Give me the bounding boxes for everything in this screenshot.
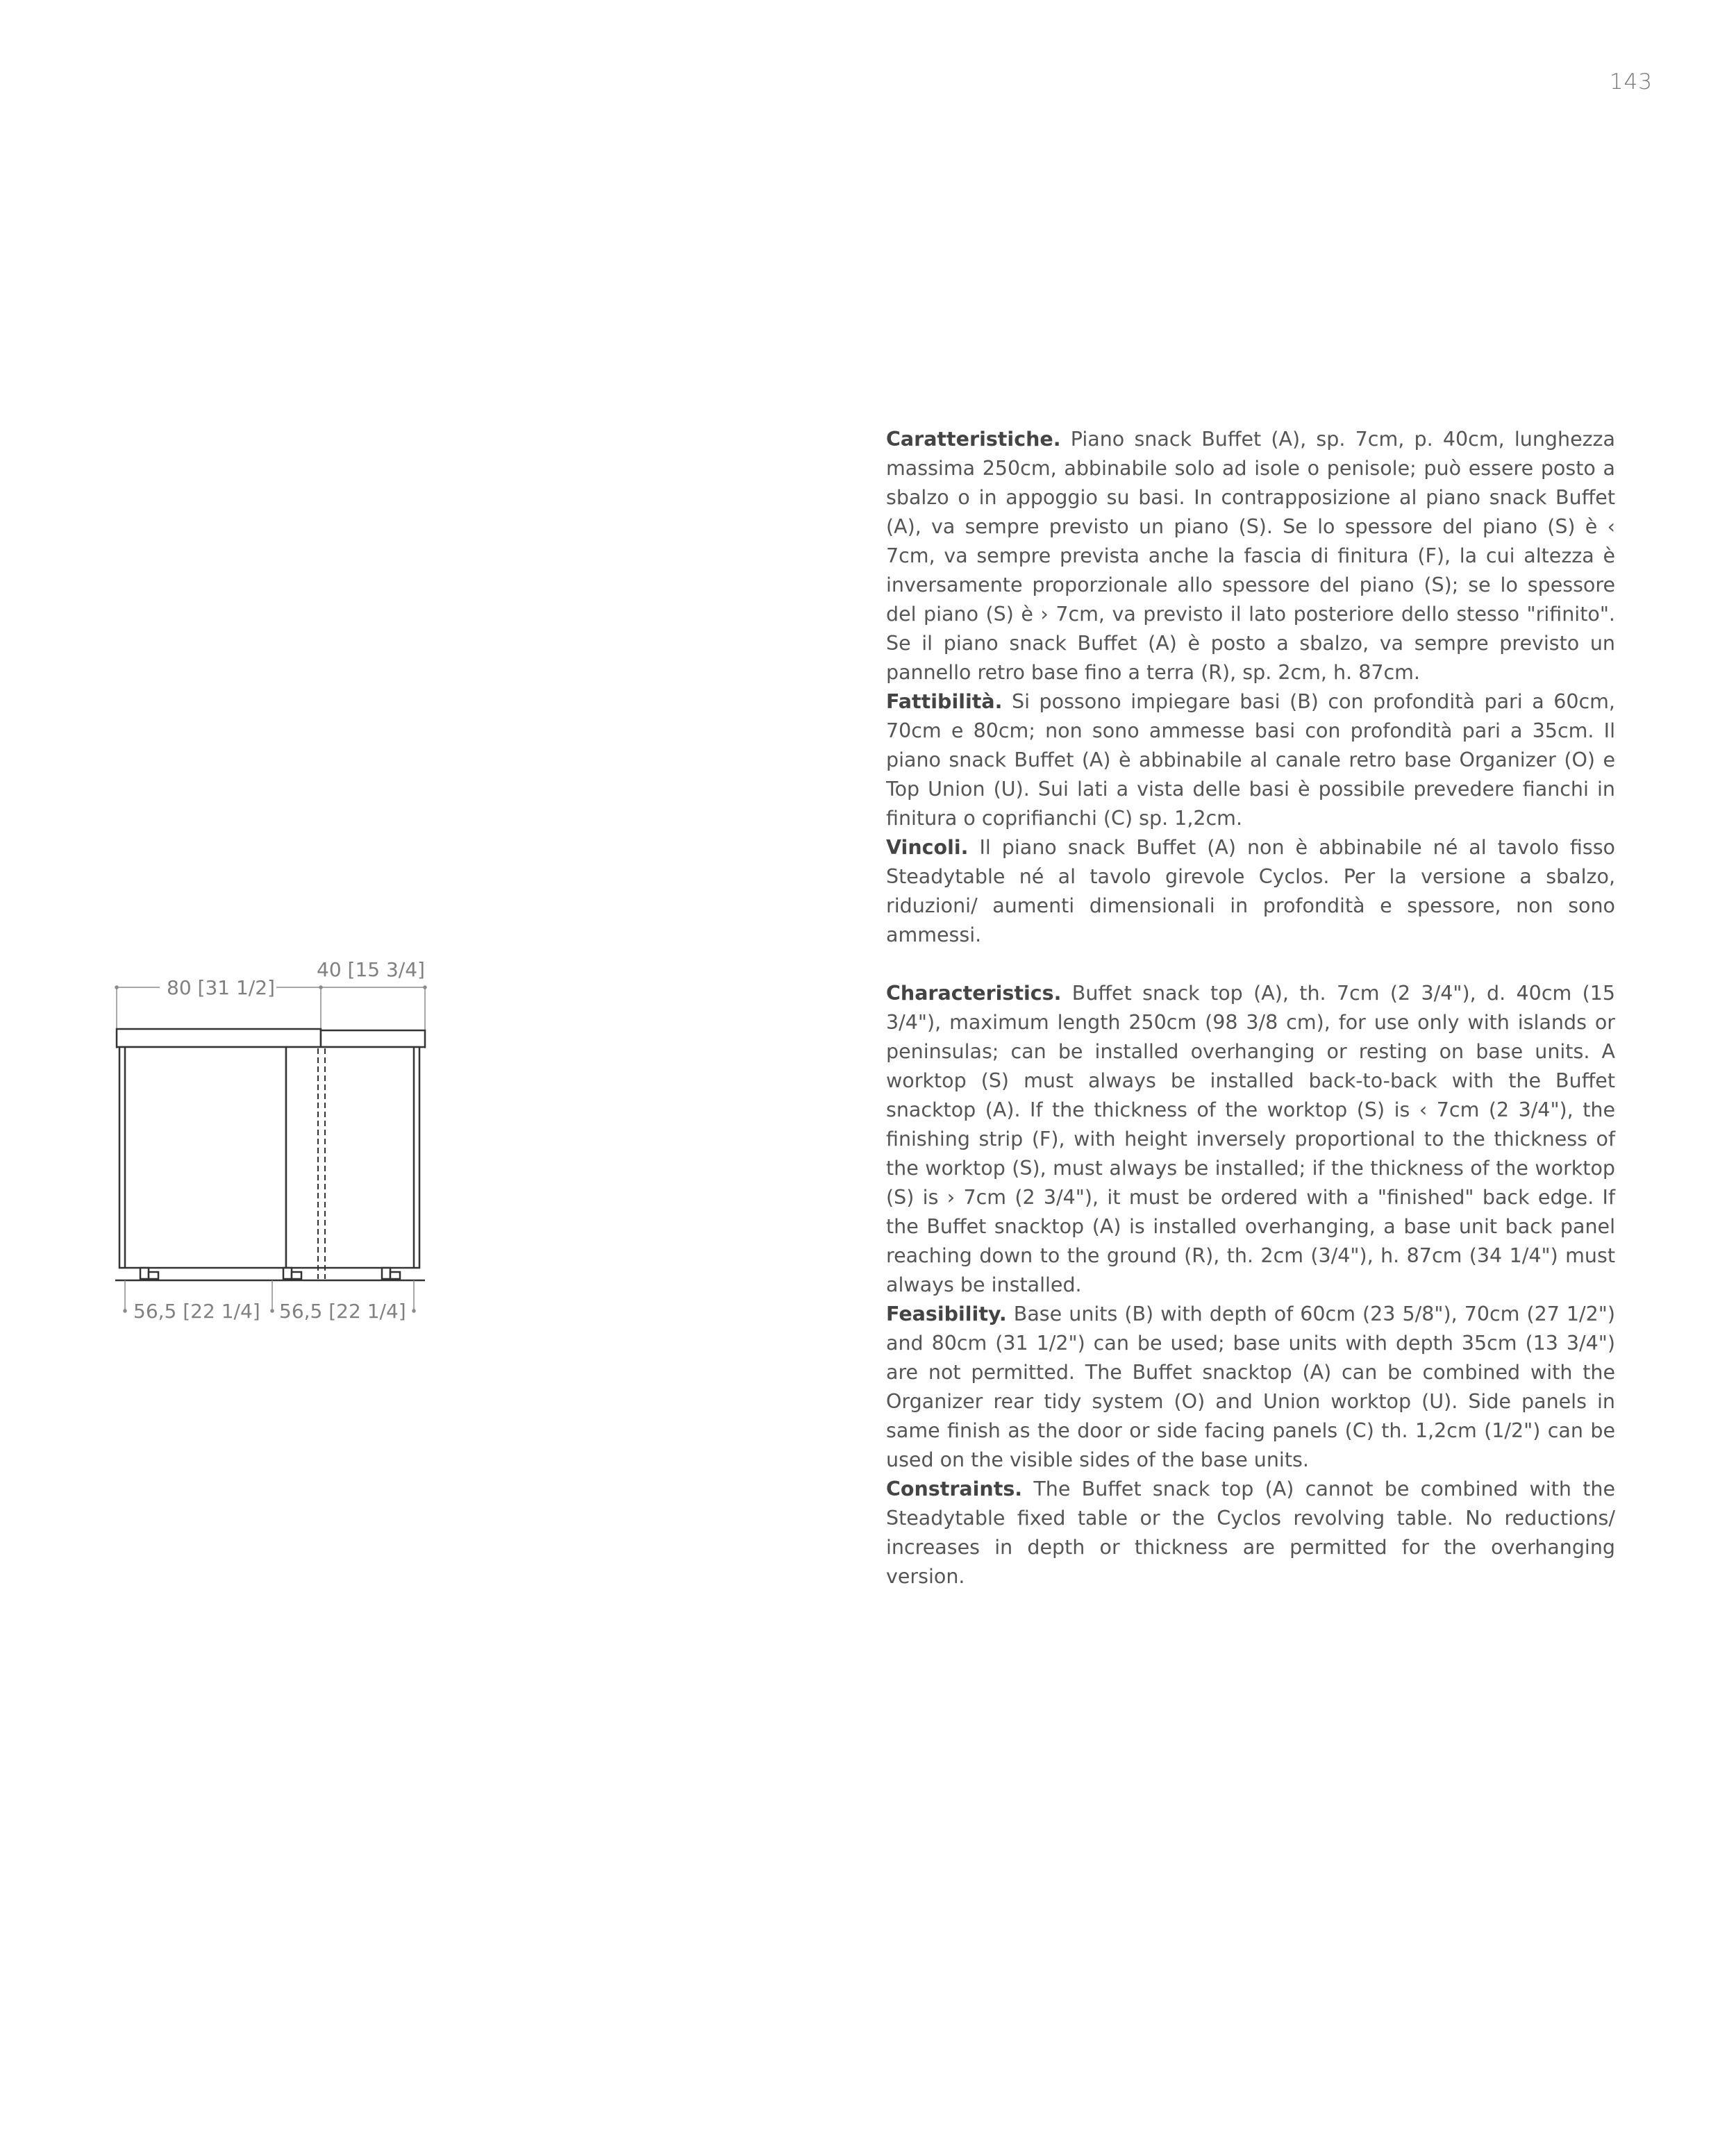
cabinet-outline [117,1029,425,1279]
text-column [886,425,1615,1591]
it-feasibility-text: Si possono impiegare basi (B) con profondità pari a 60cm, 70cm e 80cm; non sono ammesse basi con profondità pari a 35cm. Il piano snack Buffet (A) è abbinabile al canale retro base Organizer (O) e Top Union (U). Sui lati a vista delle basi è possibile prevedere fianchi in finitura o coprifianchi (C) sp. 1,2cm. [886,690,1615,830]
dim-width-label: 80 [31 1/2] [167,976,275,999]
technical-drawing [104,951,444,1326]
en-feasibility-text: Base units (B) with depth of 60cm (23 5/8"), 70cm (27 1/2") and 80cm (31 1/2") can be used; base units with depth 35cm (13 3/4") are not permitted. The Buffet snacktop (A) can be combined with the Organizer rear tidy system (O) and Union worktop (U). Side panels in same finish as the door or side facing panels (C) th. 1,2cm (1/2") can be used on the visible sides of the base units. [886,1303,1615,1471]
it-feasibility [886,687,1615,833]
it-constraints-text: Il piano snack Buffet (A) non è abbinabile né al tavolo fisso Steadytable né al tavolo girevole Cyclos. Per la versione a sbalzo, riduzioni/ aumenti dimensionali in profondità e spessore, non sono ammessi. [886,836,1615,946]
en-feasibility-label: Feasibility. [886,1303,1007,1325]
en-constraints-text: The Buffet snack top (A) cannot be combined with the Steadytable fixed table or the Cyclos revolving table. No reductions/ increases in depth or thickness are permitted for the overhanging version. [886,1478,1615,1588]
it-characteristics [886,425,1615,687]
en-feasibility [886,1300,1615,1475]
dim-base-right-label: 56,5 [22 1/4] [279,1300,406,1323]
it-constraints [886,833,1615,950]
en-constraints [886,1475,1615,1591]
en-characteristics [886,979,1615,1300]
it-feasibility-label: Fattibilità. [886,690,1003,713]
it-constraints-label: Vincoli. [886,836,969,859]
it-characteristics-text: Piano snack Buffet (A), sp. 7cm, p. 40cm, lunghezza massima 250cm, abbinabile solo ad isole o penisole; può essere posto a sbalzo o in appoggio su basi. In contrapposizione al piano snack Buffet (A), va sempre previsto un piano (S). Se lo spessore del piano (S) è ‹ 7cm, va sempre prevista anche la fascia di finitura (F), la cui altezza è inversamente proporzionale allo spessore del piano (S); se lo spessore del piano (S) è › 7cm, va previsto il lato posteriore dello stesso "rifinito". Se il piano snack Buffet (A) è posto a sbalzo, va sempre previsto un pannello retro base fino a terra (R), sp. 2cm, h. 87cm. [886,428,1615,684]
en-characteristics-label: Characteristics. [886,982,1062,1005]
it-characteristics-label: Caratteristiche. [886,428,1061,451]
dim-base-left-label: 56,5 [22 1/4] [133,1300,260,1323]
dim-depth-label: 40 [15 3/4] [317,958,425,981]
page-number: 143 [1609,69,1653,94]
en-characteristics-text: Buffet snack top (A), th. 7cm (2 3/4"), d. 40cm (15 3/4"), maximum length 250cm (98 3/8 cm), for use only with islands or peninsulas; can be installed overhanging or resting on base units. A worktop (S) must always be installed back-to-back with the Buffet snacktop (A). If the thickness of the worktop (S) is ‹ 7cm (2 3/4"), the finishing strip (F), with height inversely proportional to the thickness of the worktop (S), must always be installed; if the thickness of the worktop (S) is › 7cm (2 3/4"), it must be ordered with a "finished" back edge. If the Buffet snacktop (A) is installed overhanging, a base unit back panel reaching down to the ground (R), th. 2cm (3/4"), h. 87cm (34 1/4") must always be installed. [886,982,1615,1296]
en-constraints-label: Constraints. [886,1478,1023,1500]
